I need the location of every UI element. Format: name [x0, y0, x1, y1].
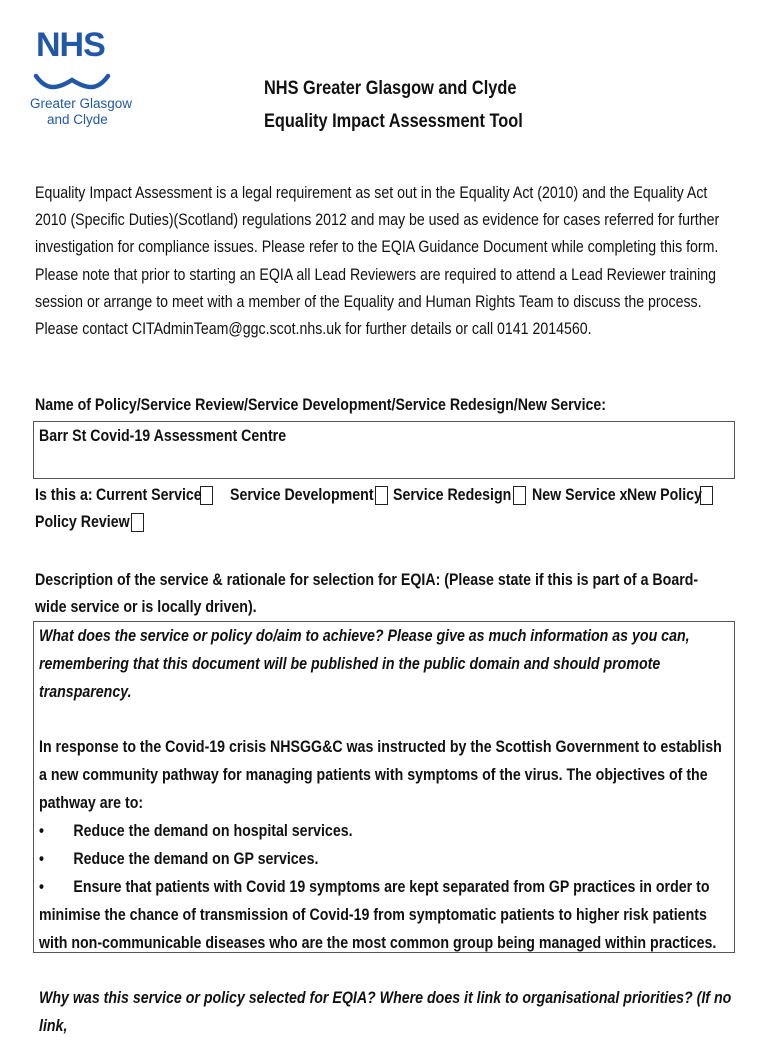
list-item: • Reduce the demand on hospital services.	[39, 817, 731, 845]
document-title	[264, 72, 565, 138]
checkbox-service-development[interactable]	[375, 486, 388, 505]
logo-line-1: Greater Glasgow	[30, 96, 133, 111]
description-section-label: Description of the service & rationale for selection for EQIA: (Please state if this is part of a Board-wide service or is locally driven).	[35, 571, 699, 616]
option-new-service[interactable]: New Service x	[532, 486, 628, 504]
checkbox-policy-review[interactable]	[131, 513, 144, 532]
checkbox-new-policy[interactable]	[700, 486, 713, 505]
question-selection: Why was this service or policy selected for EQIA? Where does it link to organisational priorities? (If no link,	[39, 989, 732, 1035]
service-name-value: Barr St Covid-19 Assessment Centre	[39, 427, 287, 445]
bullet-icon: •	[39, 822, 44, 840]
intro-text: Equality Impact Assessment is a legal requirement as set out in the Equality Act (2010) and the Equality Act 2010 (Specific Duties)(Scotland) regulations 2012 and may be used as evidence for cases referred for further investigation for compliance issues. Please refer to the EQIA Guidance Document while completing this form. Please note that prior to starting an EQIA all Lead Reviewers are required to attend a Lead Reviewer training session or arrange to meet with a member of the Equality and Human Rights Team to discuss the process. Please contact CITAdminTeam@ggc.scot.nhs.uk for further details or call 0141 2014560.	[35, 184, 720, 339]
title-tool: Equality Impact Assessment Tool	[264, 111, 523, 132]
description-content	[39, 622, 731, 1040]
bullet-icon: •	[39, 850, 44, 868]
option-service-development[interactable]: Service Development	[230, 482, 388, 509]
name-section-label: Name of Policy/Service Review/Service Development/Service Redesign/New Service:	[35, 396, 607, 414]
option-new-policy[interactable]: New Policy	[627, 482, 713, 509]
service-name-field[interactable]	[33, 421, 735, 479]
logo-wave-icon	[32, 70, 112, 96]
question-aim: What does the service or policy do/aim to achieve? Please give as much information as you can, remembering that this document will be published in the public domain and should promote transparency.	[39, 627, 690, 701]
checkbox-current-service[interactable]	[200, 486, 213, 505]
logo-nhs-text: NHS	[36, 26, 105, 64]
option-policy-review[interactable]: Policy Review	[35, 509, 144, 536]
list-item: • Ensure that patients with Covid 19 symptoms are kept separated from GP practices in order to minimise the chance of transmission of Covid-19 from symptomatic patients to higher risk patients with non-communicable diseases who are the most common group being managed within practices.	[39, 873, 731, 957]
response-intro: In response to the Covid-19 crisis NHSGG&C was instructed by the Scottish Government to establish a new community pathway for managing patients with symptoms of the virus. The objectives of the pathway are to:	[39, 738, 722, 812]
title-organisation: NHS Greater Glasgow and Clyde	[264, 78, 517, 99]
description-field[interactable]	[33, 621, 735, 1035]
option-current-service[interactable]: Current Service	[96, 482, 213, 509]
checkbox-service-redesign[interactable]	[513, 486, 526, 505]
nhs-logo	[30, 26, 133, 138]
logo-line-2: and Clyde	[47, 112, 108, 127]
bullet-icon: •	[39, 878, 44, 896]
list-item: • Reduce the demand on GP services.	[39, 845, 731, 873]
intro-paragraph	[35, 180, 726, 343]
option-service-redesign[interactable]: Service Redesign	[393, 482, 526, 509]
type-prefix: Is this a:	[35, 486, 93, 504]
